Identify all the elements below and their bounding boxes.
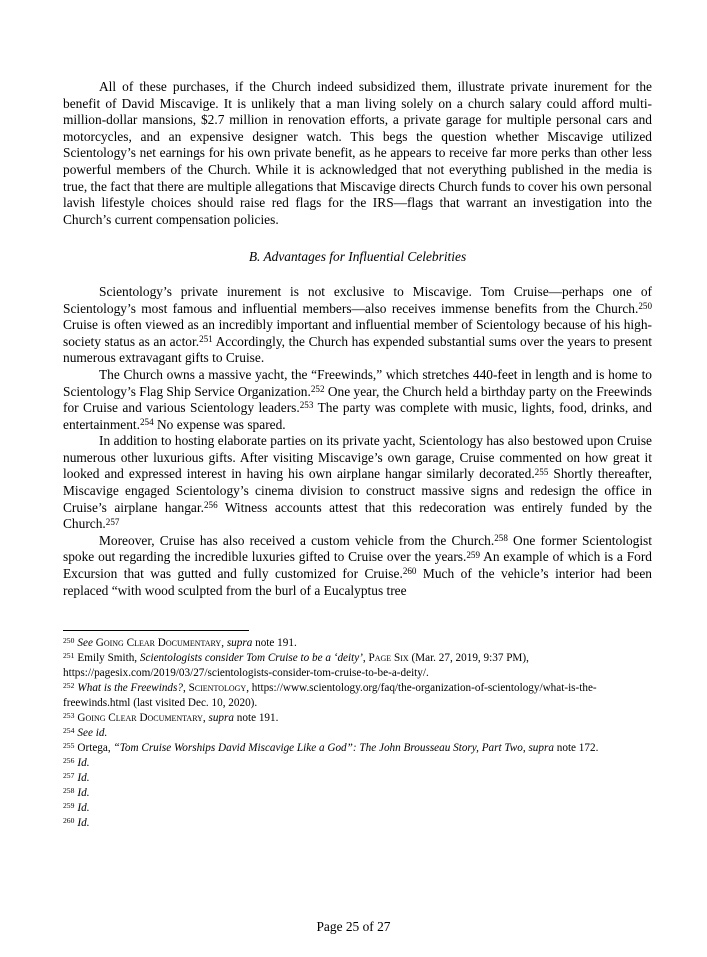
footnote-text: Id.	[77, 817, 90, 830]
footnote-254	[63, 726, 652, 741]
footnote-text: Id.	[77, 802, 90, 815]
footnote-number: 257	[63, 771, 75, 781]
footnote-number: 251	[63, 651, 75, 661]
footnote-259	[63, 801, 652, 816]
footnote-number: 255	[63, 741, 75, 751]
footnote-text: See Going Clear Documentary, supra note 191.	[77, 637, 297, 650]
footnote-251	[63, 651, 652, 681]
footnotes-section	[63, 636, 652, 831]
footnote-252	[63, 681, 652, 711]
footnote-253	[63, 711, 652, 726]
footnote-number: 250	[63, 636, 75, 646]
footnote-255	[63, 741, 652, 756]
body-paragraph-4: In addition to hosting elaborate parties on its private yacht, Scientology has also bestowed upon Cruise numerous other luxurious gifts. After visiting Miscavige’s own garage, Cruise commented on how great it looked and expressed interest in having his own airplane hangar similarly decorated.$^{255}$ Shortly thereafter, Miscavige engaged Scientology’s cinema division to construct massive signs and redesign the office in Cruise’s airplane hangar.$^{256}$ Witness accounts attest that this redecoration was entirely funded by the Church.$^{257}$	[63, 433, 652, 532]
footnote-text: What is the Freewinds?, Scientology, https://www.scientology.org/faq/the-organization-of-scientology/what-is-the-freewinds.html (last visited Dec. 10, 2020).	[63, 682, 597, 710]
body-paragraph-2: Scientology’s private inurement is not exclusive to Miscavige. Tom Cruise—perhaps one of Scientology’s most famous and influential members—also receives immense benefits from the Church.$^{250}$ Cruise is often viewed as an incredibly important and influential member of Scientology because of his high-society status as an actor.$^{251}$ Accordingly, the Church has expended substantial sums over the years to present numerous extravagant gifts to Cruise.	[63, 283, 652, 366]
footnote-258	[63, 786, 652, 801]
footnote-separator	[63, 630, 249, 631]
footnote-number: 259	[63, 801, 75, 811]
footnote-text: See id.	[77, 727, 108, 740]
footnote-260	[63, 816, 652, 831]
footnote-text: Id.	[77, 787, 90, 800]
footnote-text: Ortega, “Tom Cruise Worships David Miscavige Like a God”: The John Brousseau Story, Part Two, supra note 172.	[77, 742, 599, 755]
footnote-text: Id.	[77, 757, 90, 770]
footnote-text: Emily Smith, Scientologists consider Tom Cruise to be a ‘deity’, Page Six (Mar. 27, 2019, 9:37 PM), https://pagesix.com/2019/03/27/scientologists-consider-tom-cruise-to-be-a-deity/.	[63, 652, 529, 680]
section-heading: B. Advantages for Influential Celebrities	[248, 249, 467, 265]
footnote-text: Going Clear Documentary, supra note 191.	[77, 712, 279, 725]
footnote-number: 258	[63, 786, 75, 796]
footnote-number: 252	[63, 681, 75, 691]
footnote-number: 256	[63, 756, 75, 766]
body-paragraph-5: Moreover, Cruise has also received a custom vehicle from the Church.$^{258}$ One former Scientologist spoke out regarding the incredible luxuries gifted to Cruise over the years.$^{259}$ An example of which is a Ford Excursion that was gutted and fully customized for Cruise.$^{260}$ Much of the vehicle’s interior had been replaced “with wood sculpted from the burl of a Eucalyptus tree	[63, 532, 653, 598]
footnote-256	[63, 756, 652, 771]
footnote-text: Id.	[77, 772, 90, 785]
footnote-number: 253	[63, 711, 75, 721]
page-number: Page 25 of 27	[316, 919, 391, 934]
footnote-250	[63, 636, 652, 651]
body-paragraph-3: The Church owns a massive yacht, the “Freewinds,” which stretches 440-feet in length and is home to Scientology’s Flag Ship Service Organization.$^{252}$ One year, the Church held a birthday party on the Freewinds for Cruise and various Scientology leaders.$^{253}$ The party was complete with music, lights, food, drinks, and entertainment.$^{254}$ No expense was spared.	[63, 366, 652, 432]
footnote-number: 254	[63, 726, 75, 736]
footnote-257	[63, 771, 652, 786]
footnote-number: 260	[63, 816, 75, 826]
page-content	[63, 0, 652, 831]
body-paragraph-1: All of these purchases, if the Church indeed subsidized them, illustrate private inurement for the benefit of David Miscavige. It is unlikely that a man living solely on a church salary could afford multi-million-dollar mansions, $2.7 million in renovation efforts, a private garage for multiple personal cars and motorcycles, and an expensive designer watch. This begs the question whether Miscavige utilized Scientology’s net earnings for his own private benefit, as he appears to receive far more perks than other less powerful members of the Church. While it is acknowledged that not everything published in the media is true, the fact that there are multiple allegations that Miscavige directs Church funds to cover his own personal lavish lifestyle choices should raise red flags for the IRS—flags that warrant an investigation into the Church’s current compensation policies.	[63, 79, 652, 227]
